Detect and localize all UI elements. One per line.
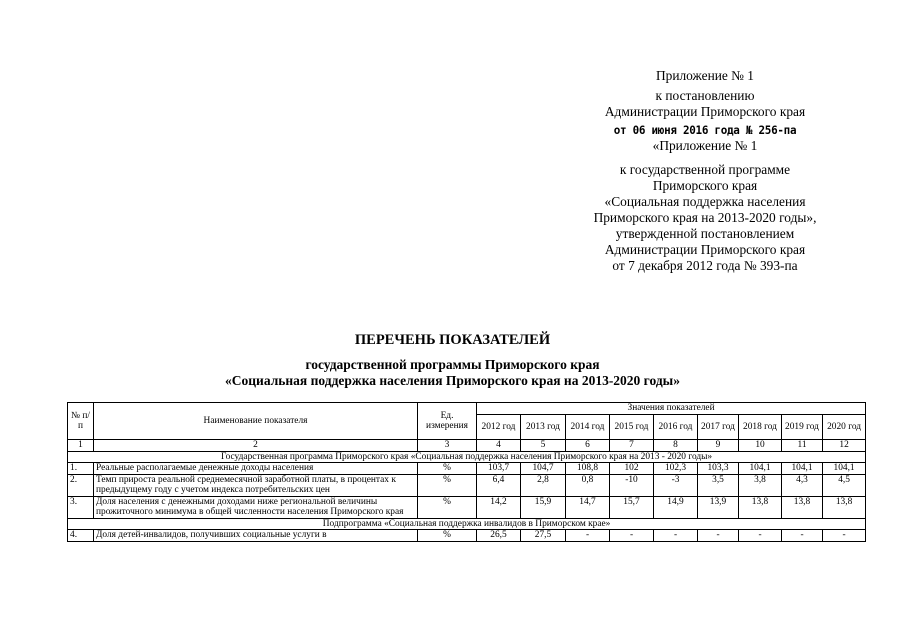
value-cell: - [823, 530, 866, 542]
value-cell: 15,7 [610, 496, 654, 518]
value-cell: 27,5 [521, 530, 566, 542]
indicator-name: Доля населения с денежными доходами ниже региональной величины прожиточного минимума в общей численности населения Приморского края [94, 496, 418, 518]
value-cell: 104,1 [782, 463, 823, 475]
column-number: 7 [610, 440, 654, 452]
row-number: 2. [68, 474, 94, 496]
indicators-table [67, 402, 866, 542]
column-number: 1 [68, 440, 94, 452]
appendix-line: «Социальная поддержка населения [604, 194, 806, 209]
value-cell: 4,3 [782, 474, 823, 496]
value-cell: 102 [610, 463, 654, 475]
row-number: 4. [68, 530, 94, 542]
column-numbers-row [68, 440, 866, 452]
table-row [68, 530, 866, 542]
column-number: 3 [418, 440, 477, 452]
header-row [68, 403, 866, 415]
value-cell: - [654, 530, 698, 542]
col-name-header: Наименование показателя [94, 403, 418, 440]
column-number: 8 [654, 440, 698, 452]
unit-cell: % [418, 463, 477, 475]
value-cell: 104,1 [823, 463, 866, 475]
column-number: 10 [739, 440, 782, 452]
column-number: 6 [566, 440, 610, 452]
value-cell: 13,8 [782, 496, 823, 518]
appendix-line: к государственной программе [619, 162, 791, 177]
value-cell: - [566, 530, 610, 542]
value-cell: 26,5 [477, 530, 521, 542]
appendix-line: «Приложение № 1 [652, 138, 758, 153]
section-heading: Государственная программа Приморского края «Социальная поддержка населения Приморского края на 2013 - 2020 годы» [68, 451, 866, 463]
section-row [68, 518, 866, 530]
document-title: ПЕРЕЧЕНЬ ПОКАЗАТЕЛЕЙ [354, 332, 551, 348]
year-header: 2013 год [521, 415, 566, 440]
value-cell: 13,8 [739, 496, 782, 518]
year-header: 2020 год [823, 415, 866, 440]
column-number: 5 [521, 440, 566, 452]
column-number: 4 [477, 440, 521, 452]
value-cell: 14,2 [477, 496, 521, 518]
value-cell: 14,9 [654, 496, 698, 518]
value-cell: -3 [654, 474, 698, 496]
column-number: 9 [698, 440, 739, 452]
value-cell: 0,8 [566, 474, 610, 496]
document-subtitle: «Социальная поддержка населения Приморского края на 2013-2020 годы» [225, 373, 680, 388]
year-header: 2018 год [739, 415, 782, 440]
value-cell: - [698, 530, 739, 542]
document-subtitle: государственной программы Приморского края [305, 357, 600, 372]
year-header: 2015 год [610, 415, 654, 440]
indicator-name: Доля детей-инвалидов, получивших социальные услуги в [94, 530, 418, 542]
appendix-line: Администрации Приморского края [604, 242, 806, 257]
indicator-name: Темп прироста реальной среднемесячной заработной платы, в процентах к предыдущему году с учетом индекса потребительских цен [94, 474, 418, 496]
appendix-line: Приморского края на 2013-2020 годы», [593, 210, 817, 225]
column-number: 12 [823, 440, 866, 452]
appendix-line: Администрации Приморского края [604, 104, 806, 119]
year-header: 2017 год [698, 415, 739, 440]
value-cell: 14,7 [566, 496, 610, 518]
value-cell: 13,9 [698, 496, 739, 518]
value-cell: 104,7 [521, 463, 566, 475]
value-cell: -10 [610, 474, 654, 496]
unit-cell: % [418, 474, 477, 496]
appendix-line: к постановлению [655, 88, 755, 103]
appendix-line: утвержденной постановлением [615, 226, 795, 241]
value-cell: 103,3 [698, 463, 739, 475]
decree-stamp: от 06 июня 2016 года № 256-па [613, 123, 797, 137]
column-number: 11 [782, 440, 823, 452]
table-row [68, 496, 866, 518]
section-heading: Подпрограмма «Социальная поддержка инвалидов в Приморском крае» [68, 518, 866, 530]
column-number: 2 [94, 440, 418, 452]
value-cell: 4,5 [823, 474, 866, 496]
value-cell: 3,5 [698, 474, 739, 496]
unit-cell: % [418, 496, 477, 518]
appendix-line: Приложение № 1 [655, 68, 755, 83]
col-values-header: Значения показателей [477, 403, 866, 415]
col-num-header: № п/п [68, 403, 94, 440]
unit-cell: % [418, 530, 477, 542]
value-cell: - [739, 530, 782, 542]
section-row [68, 451, 866, 463]
value-cell: - [610, 530, 654, 542]
value-cell: 15,9 [521, 496, 566, 518]
value-cell: 108,8 [566, 463, 610, 475]
indicator-name: Реальные располагаемые денежные доходы населения [94, 463, 418, 475]
row-number: 3. [68, 496, 94, 518]
value-cell: 6,4 [477, 474, 521, 496]
value-cell: 2,8 [521, 474, 566, 496]
table-row [68, 463, 866, 475]
row-number: 1. [68, 463, 94, 475]
value-cell: 13,8 [823, 496, 866, 518]
value-cell: 3,8 [739, 474, 782, 496]
year-header: 2014 год [566, 415, 610, 440]
value-cell: 103,7 [477, 463, 521, 475]
table-row [68, 474, 866, 496]
year-header: 2016 год [654, 415, 698, 440]
value-cell: 102,3 [654, 463, 698, 475]
appendix-header [540, 68, 870, 274]
col-unit-header: Ед. измерения [418, 403, 477, 440]
value-cell: - [782, 530, 823, 542]
value-cell: 104,1 [739, 463, 782, 475]
year-header: 2019 год [782, 415, 823, 440]
year-header: 2012 год [477, 415, 521, 440]
appendix-line: от 7 декабря 2012 года № 393-па [612, 258, 798, 273]
appendix-line: Приморского края [652, 178, 758, 193]
